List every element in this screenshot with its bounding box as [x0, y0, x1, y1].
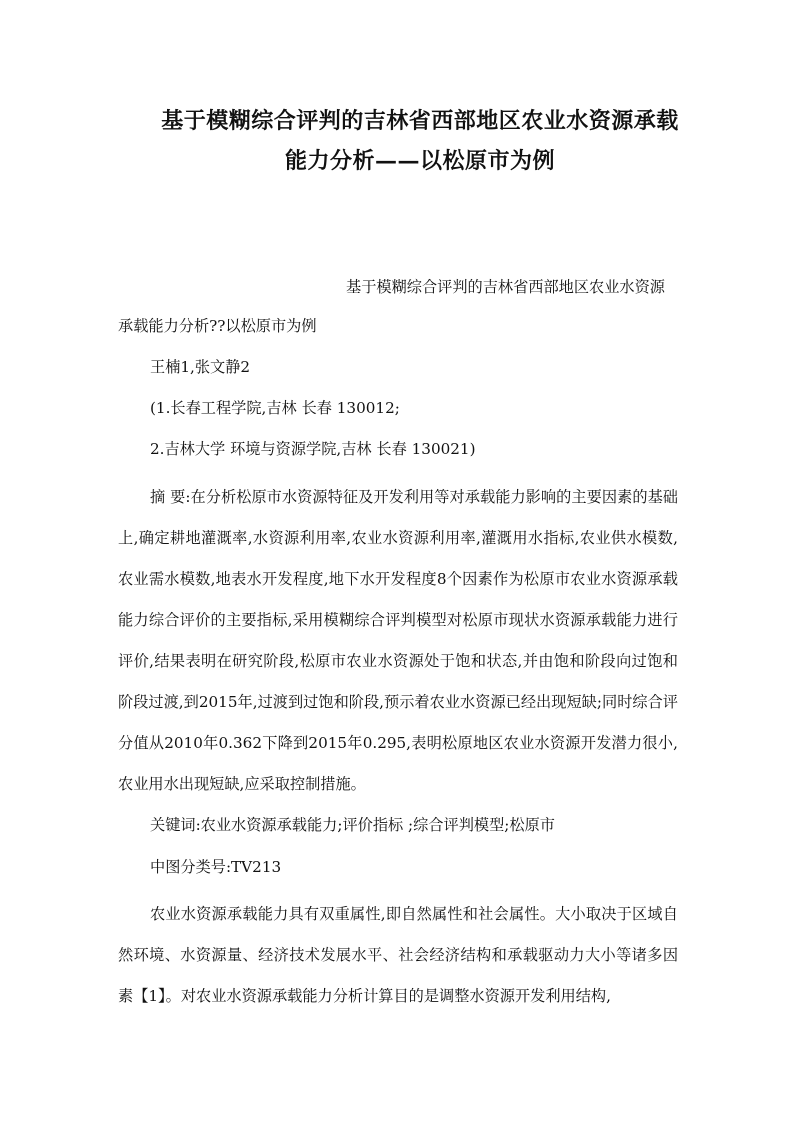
article-subtitle: 基于模糊综合评判的吉林省西部地区农业水资源承载能力分析??以松原市为例 — [118, 278, 665, 335]
document-title-line-1: 基于模糊综合评判的吉林省西部地区农业水资源承载 — [161, 108, 679, 134]
affiliation-1: (1.长春工程学院,吉林 长春 130012; — [150, 399, 400, 417]
document-title-line-2: 能力分析——以松原市为例 — [284, 148, 555, 174]
affiliation-2: 2.吉林大学 环境与资源学院,吉林 长春 130021) — [150, 440, 476, 458]
intro-paragraph: 农业水资源承载能力具有双重属性,即自然属性和社会属性。大小取决于区域自然环境、水资源量、经济技术发展水平、社会经济结构和承载驱动力大小等诸多因素【1】。对农业水资源承载能力分析计算目的是调整水资源开发利用结构, — [118, 905, 678, 1005]
keywords-line: 关键词:农业水资源承载能力;评价指标 ;综合评判模型;松原市 — [150, 816, 555, 834]
abstract-paragraph: 摘 要:在分析松原市水资源特征及开发利用等对承载能力影响的主要因素的基础上,确定耕地灌溉率,水资源利用率,农业水资源利用率,灌溉用水指标,农业供水模数,农业需水模数,地表水开发程度,地下水开发程度8个因素作为松原市农业水资源承载能力综合评价的主要指标,采用模糊综合评判模型对松原市现状水资源承载能力进行评价,结果表明在研究阶段,松原市农业水资源处于饱和状态,并由饱和阶段向过饱和阶段过渡,到2015年,过渡到过饱和阶段,预示着农业水资源已经出现短缺;同时综合评分值从2010年0.362下降到2015年0.295,表明松原地区农业水资源开发潜力很小,农业用水出现短缺,应采取控制措施。 — [118, 488, 678, 793]
author-line: 王楠1,张文静2 — [150, 358, 251, 376]
classification-line: 中图分类号:TV213 — [150, 858, 282, 876]
